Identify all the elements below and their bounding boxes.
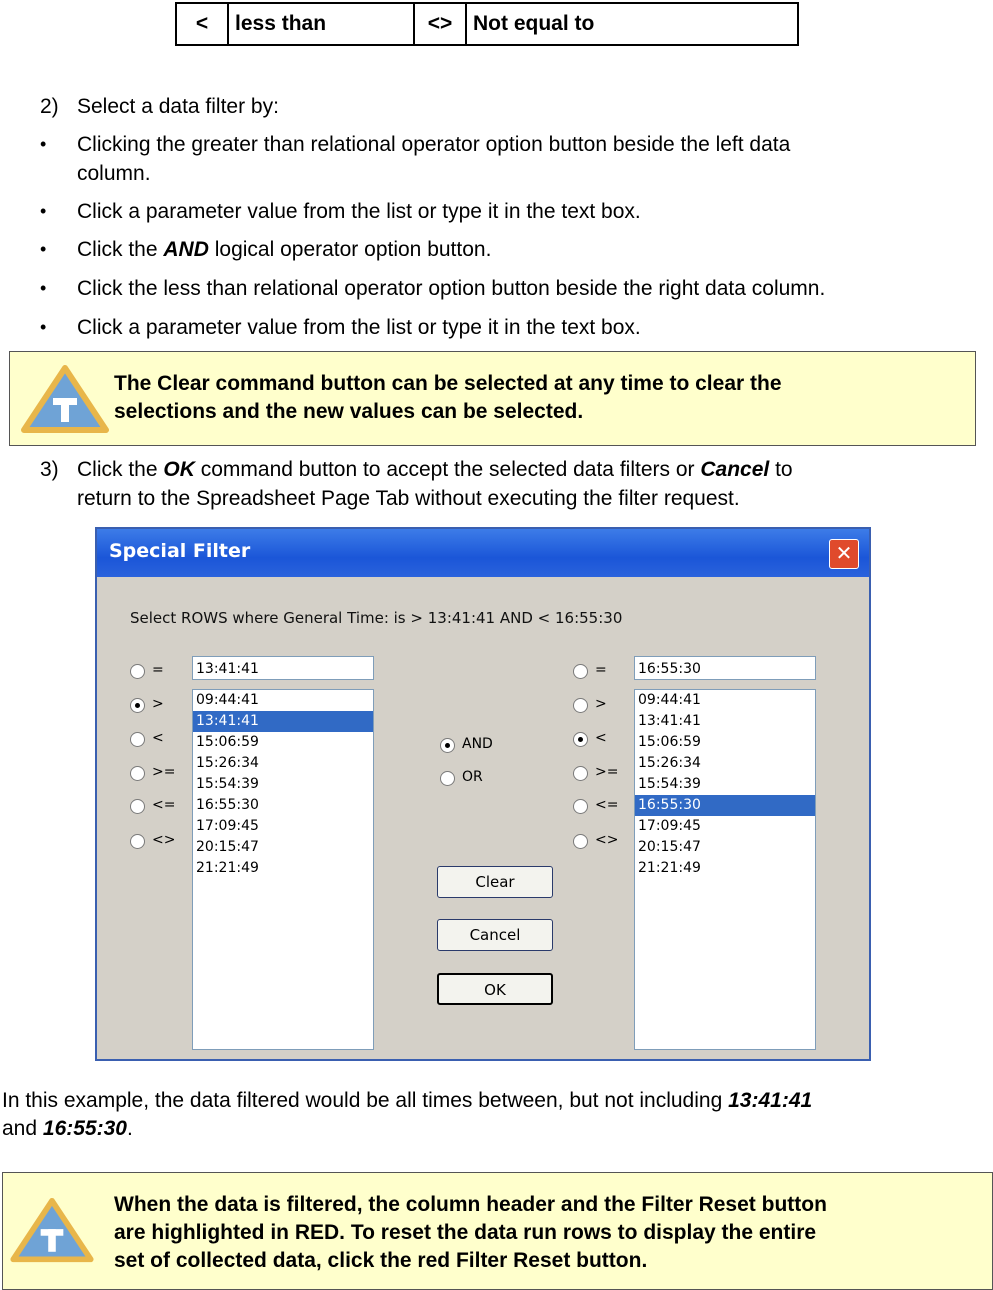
radio-label: <> <box>595 832 619 848</box>
radio-label: >= <box>595 764 619 780</box>
list-item-selected[interactable]: 16:55:30 <box>635 795 815 816</box>
example-text-part: . <box>126 1117 133 1140</box>
note-line: When the data is filtered, the column header and the Filter Reset button <box>114 1193 827 1216</box>
bullet-text: logical operator option button. <box>214 238 492 261</box>
radio-button[interactable] <box>130 766 145 781</box>
radio-button[interactable] <box>573 664 588 679</box>
radio-button[interactable] <box>573 799 588 814</box>
tip-note <box>2 1172 993 1290</box>
radio-label: <> <box>152 832 176 848</box>
radio-label: >= <box>152 764 176 780</box>
radio-button[interactable] <box>573 766 588 781</box>
step2-number: 2) <box>40 95 59 118</box>
emphasis-and: AND <box>163 238 209 261</box>
bullet-dot: • <box>40 134 47 154</box>
note-line: The Clear command button can be selected at any time to clear the <box>114 372 782 395</box>
emphasis-ok: OK <box>163 458 195 481</box>
bullet-text: Click the <box>77 238 158 261</box>
time-value: 16:55:30 <box>42 1117 127 1140</box>
operator-symbol: <> <box>414 3 466 45</box>
step3-text <box>77 455 793 484</box>
step3-text-part: Click the <box>77 458 158 481</box>
bullet-dot: • <box>40 201 47 221</box>
step3-text-continued: return to the Spreadsheet Page Tab without executing the filter request. <box>77 487 740 510</box>
cancel-button[interactable]: Cancel <box>437 919 553 951</box>
time-value: 13:41:41 <box>728 1089 813 1112</box>
operator-symbol: < <box>176 3 228 45</box>
step3-text-part: command button to accept the selected data filters or <box>200 458 695 481</box>
note-line: selections and the new values can be selected. <box>114 400 584 423</box>
tip-note <box>9 351 976 446</box>
right-value-input[interactable]: 16:55:30 <box>634 656 816 680</box>
list-item[interactable]: 17:09:45 <box>196 818 259 834</box>
special-filter-dialog <box>95 527 871 1061</box>
note-line: are highlighted in RED. To reset the data run rows to display the entire <box>114 1221 817 1244</box>
radio-label: < <box>152 730 164 746</box>
radio-label: < <box>595 730 607 746</box>
list-item[interactable]: 15:06:59 <box>638 734 701 750</box>
dialog-titlebar <box>97 529 869 577</box>
bullet-dot: • <box>40 278 47 298</box>
radio-label: OR <box>462 769 483 785</box>
radio-label: <= <box>152 797 176 813</box>
filter-caption: Select ROWS where General Time: is > 13:41:41 AND < 16:55:30 <box>130 609 623 627</box>
tip-icon <box>20 364 110 436</box>
list-item[interactable]: 21:21:49 <box>638 860 701 876</box>
list-item[interactable]: 15:26:34 <box>196 755 259 771</box>
tip-icon <box>9 1197 95 1265</box>
radio-label: = <box>595 662 607 678</box>
close-button[interactable]: ✕ <box>829 539 859 569</box>
bullet-dot: • <box>40 317 47 337</box>
bullet-dot: • <box>40 239 47 259</box>
example-text <box>2 1086 812 1115</box>
radio-label: = <box>152 662 164 678</box>
radio-label: AND <box>462 736 493 752</box>
radio-button[interactable] <box>440 771 455 786</box>
step2-text: Select a data filter by: <box>77 95 279 118</box>
bullet-text: Click a parameter value from the list or type it in the text box. <box>77 200 641 223</box>
bullet-text: Clicking the greater than relational operator option button beside the left data <box>77 133 791 156</box>
step3-text-part: to <box>775 458 793 481</box>
bullet-text: Click the less than relational operator option button beside the right data column. <box>77 277 826 300</box>
example-text-part: and <box>2 1117 38 1140</box>
list-item[interactable]: 15:54:39 <box>638 776 701 792</box>
list-item[interactable]: 17:09:45 <box>638 818 701 834</box>
list-item[interactable]: 15:26:34 <box>638 755 701 771</box>
operator-description: Not equal to <box>466 3 798 45</box>
note-line: set of collected data, click the red Filter Reset button. <box>114 1249 648 1272</box>
step3-number: 3) <box>40 458 59 481</box>
radio-label: > <box>595 696 607 712</box>
list-item[interactable]: 13:41:41 <box>638 713 701 729</box>
list-item[interactable]: 20:15:47 <box>196 839 259 855</box>
radio-label: > <box>152 696 164 712</box>
radio-button[interactable] <box>573 834 588 849</box>
bullet-text: Click a parameter value from the list or type it in the text box. <box>77 316 641 339</box>
radio-button[interactable] <box>130 834 145 849</box>
list-item[interactable]: 09:44:41 <box>638 692 701 708</box>
bullet-text-continued: column. <box>77 162 151 185</box>
radio-button[interactable] <box>130 732 145 747</box>
radio-button[interactable] <box>130 664 145 679</box>
operator-description: less than <box>228 3 414 45</box>
left-value-input[interactable]: 13:41:41 <box>192 656 374 680</box>
list-item[interactable]: 20:15:47 <box>638 839 701 855</box>
left-value-list[interactable] <box>192 689 374 1050</box>
list-item[interactable]: 21:21:49 <box>196 860 259 876</box>
list-item-selected[interactable]: 13:41:41 <box>193 711 373 732</box>
list-item[interactable]: 15:54:39 <box>196 776 259 792</box>
dialog-title: Special Filter <box>109 540 251 562</box>
radio-button[interactable] <box>130 799 145 814</box>
radio-button[interactable] <box>573 698 588 713</box>
clear-button[interactable]: Clear <box>437 866 553 898</box>
list-item[interactable]: 15:06:59 <box>196 734 259 750</box>
list-item[interactable]: 16:55:30 <box>196 797 259 813</box>
emphasis-cancel: Cancel <box>700 458 770 481</box>
operator-table <box>175 2 799 46</box>
example-text-part: In this example, the data filtered would be all times between, but not including <box>2 1089 723 1112</box>
radio-label: <= <box>595 797 619 813</box>
radio-button[interactable] <box>573 732 588 747</box>
radio-button[interactable] <box>130 698 145 713</box>
right-value-list[interactable] <box>634 689 816 1050</box>
example-text-continued <box>2 1114 133 1143</box>
table-row <box>176 3 798 45</box>
ok-button[interactable]: OK <box>437 973 553 1005</box>
list-item[interactable]: 09:44:41 <box>196 692 259 708</box>
radio-button[interactable] <box>440 738 455 753</box>
